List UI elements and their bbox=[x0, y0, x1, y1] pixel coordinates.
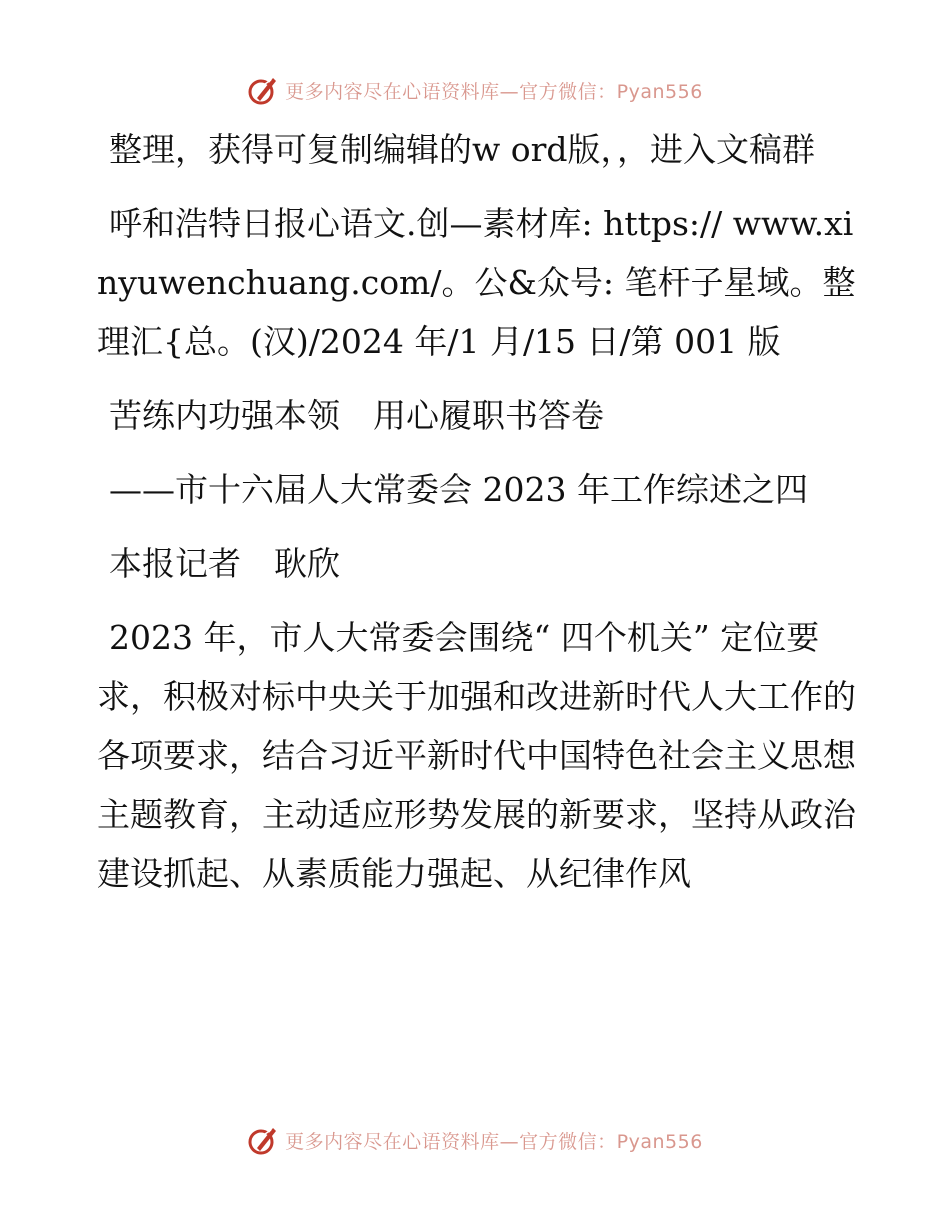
byline: 本报记者 耿欣 bbox=[109, 544, 340, 583]
paragraph-body: 2023 年，市人大常委会围绕“ 四个机关” 定位要求，积极对标中央关于加强和改进新时代人大工作的各项要求，结合习近平新时代中国特色社会主义思想主题教育，主动适应形势发展的新要求，坚持从政治建设抓起、从素质能力强起、从纪律作风 bbox=[97, 618, 856, 893]
footer-banner bbox=[0, 1120, 950, 1160]
feather-pen-icon bbox=[247, 74, 279, 106]
document-body bbox=[97, 120, 857, 918]
banner-text: 更多内容尽在心语资料库—官方微信：Pyan556 bbox=[285, 80, 703, 103]
banner-text: 更多内容尽在心语资料库—官方微信：Pyan556 bbox=[285, 1130, 703, 1153]
feather-pen-icon bbox=[247, 1124, 279, 1156]
paragraph-intro: 整理，获得可复制编辑的w ord版，，进入文稿群 bbox=[109, 130, 816, 169]
article-subtitle: ——市十六届人大常委会 2023 年工作综述之四 bbox=[109, 470, 808, 509]
header-banner bbox=[0, 70, 950, 110]
article-title: 苦练内功强本领 用心履职书答卷 bbox=[109, 396, 604, 435]
paragraph-source: 呼和浩特日报心语文.创—素材库: https:// www.xinyuwenchuang.com/。公&众号: 笔杆子星域。整理汇{总。(汉)/2024 年/1 月/15 日/第 001 版 bbox=[97, 204, 856, 361]
